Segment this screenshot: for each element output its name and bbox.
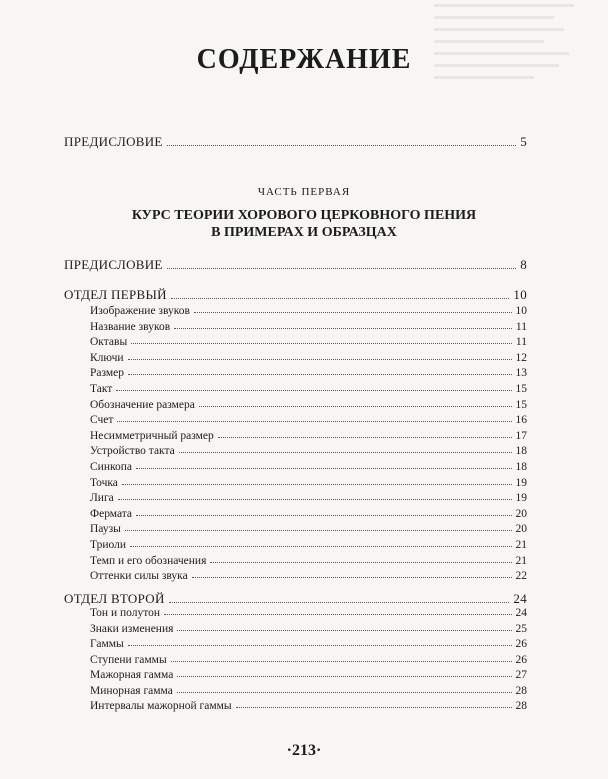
dot-leader — [236, 707, 512, 708]
toc-entry-label: Устройство такта — [90, 445, 175, 458]
page-title: СОДЕРЖАНИЕ — [196, 44, 412, 75]
toc-entry[interactable] — [90, 399, 527, 411]
toc-page-number: 22 — [515, 570, 527, 583]
toc-entry-label: Несимметричный размер — [90, 429, 214, 442]
toc-entry-label: Фермата — [90, 507, 133, 520]
toc-section-label: ОТДЕЛ ВТОРОЙ — [64, 591, 165, 606]
toc-entry-label: Октавы — [90, 336, 128, 349]
toc-entry-label: Название звуков — [90, 320, 171, 333]
toc-entry-label: Обозначение размера — [90, 398, 195, 411]
dot-leader — [171, 298, 510, 299]
toc-entry-label: Минорная гамма — [90, 684, 173, 697]
toc-page-number: 28 — [515, 684, 527, 697]
toc-entry[interactable] — [90, 638, 527, 650]
toc-entry[interactable] — [90, 508, 527, 520]
dot-leader — [167, 268, 517, 269]
part-label: ЧАСТЬ ПЕРВАЯ — [257, 186, 351, 198]
toc-entry[interactable] — [90, 321, 527, 333]
toc-entry-label: Интервалы мажорной гаммы — [90, 700, 232, 712]
toc-page-number: 15 — [515, 383, 527, 395]
part-title-line-1: КУРС ТЕОРИИ ХОРОВОГО ЦЕРКОВНОГО ПЕНИЯ — [131, 208, 477, 223]
dot-leader — [116, 390, 511, 391]
dot-leader — [128, 645, 512, 646]
dot-leader — [125, 530, 512, 531]
toc-page-number: 5 — [520, 134, 527, 149]
toc-entry[interactable] — [90, 669, 527, 681]
dot-leader — [131, 343, 512, 344]
dot-leader — [130, 546, 512, 547]
toc-entry-label: Паузы — [90, 523, 121, 536]
toc-entry[interactable] — [90, 305, 527, 317]
toc-page-number: 11 — [515, 336, 527, 349]
dot-leader — [194, 312, 512, 313]
toc-page-number: 18 — [515, 461, 527, 473]
dot-leader — [177, 676, 511, 677]
toc-page-number: 27 — [515, 669, 527, 681]
toc-entry[interactable] — [90, 700, 527, 712]
toc-entry[interactable] — [90, 523, 527, 535]
toc-entry-label: ПРЕДИСЛОВИЕ — [64, 257, 163, 272]
dot-leader — [192, 577, 512, 578]
toc-section-1[interactable] — [64, 287, 527, 303]
toc-page-number: 21 — [515, 554, 527, 567]
toc-page-number: 19 — [515, 476, 527, 489]
toc-page-number: 25 — [515, 622, 527, 635]
toc-entry[interactable] — [90, 336, 527, 348]
toc-entry[interactable] — [90, 461, 527, 473]
dot-leader — [118, 499, 512, 500]
dot-leader — [117, 421, 511, 422]
toc-entry[interactable] — [90, 477, 527, 489]
toc-entry[interactable] — [90, 383, 527, 395]
toc-entry[interactable] — [90, 607, 527, 619]
toc-page-number: 18 — [515, 445, 527, 458]
toc-page-number: 19 — [515, 492, 527, 505]
toc-entry[interactable] — [90, 430, 527, 442]
dot-leader — [179, 452, 512, 453]
toc-entry-label: Изображение звуков — [90, 305, 190, 317]
dot-leader — [128, 374, 511, 375]
toc-entry-label: Размер — [90, 367, 125, 380]
dot-leader — [136, 468, 512, 469]
toc-entry-label: Ступени гаммы — [90, 653, 167, 666]
toc-page-number: 20 — [515, 523, 527, 536]
toc-section-2[interactable] — [64, 591, 527, 607]
dot-leader — [164, 614, 512, 615]
toc-entry-label: ПРЕДИСЛОВИЕ — [64, 134, 163, 149]
toc-page-number: 26 — [515, 653, 527, 666]
toc-page-number: 8 — [520, 257, 527, 272]
toc-page-number: 11 — [515, 320, 527, 333]
dot-leader — [174, 328, 512, 329]
toc-page-number: 13 — [515, 367, 527, 380]
toc-page-number: 24 — [513, 591, 527, 606]
toc-page-number: 12 — [515, 351, 527, 364]
part-title — [0, 207, 608, 241]
toc-entry[interactable] — [90, 539, 527, 551]
toc-entry-label: Триоли — [90, 539, 126, 551]
dot-leader — [122, 484, 512, 485]
toc-entry[interactable] — [90, 570, 527, 582]
toc-page-number: 15 — [515, 398, 527, 411]
toc-page-number: 26 — [515, 638, 527, 650]
toc-entry[interactable] — [90, 654, 527, 666]
dot-leader — [177, 692, 512, 693]
toc-page-number: 10 — [513, 287, 527, 302]
toc-page-number: 16 — [515, 414, 527, 427]
toc-page-number: 10 — [515, 305, 527, 317]
toc-entry-label: Мажорная гамма — [90, 669, 174, 681]
toc-entry-label: Тон и полутон — [90, 607, 160, 619]
toc-entry[interactable] — [90, 492, 527, 504]
toc-entry-label: Ключи — [90, 351, 124, 364]
dot-leader — [167, 145, 517, 146]
toc-entry-preface[interactable] — [64, 257, 527, 273]
dot-leader — [169, 602, 510, 603]
toc-page-number: 28 — [515, 700, 527, 712]
dot-leader — [177, 630, 511, 631]
toc-entry-intro[interactable] — [64, 134, 527, 150]
dot-leader — [199, 406, 512, 407]
toc-entry-label: Гаммы — [90, 638, 124, 650]
toc-entry-label: Лига — [90, 492, 114, 505]
toc-entry-label: Такт — [90, 383, 113, 395]
toc-entry[interactable] — [90, 367, 527, 379]
dot-leader — [210, 562, 511, 563]
toc-entry-label: Знаки изменения — [90, 622, 174, 635]
toc-page-number: 20 — [515, 507, 527, 520]
part-title-line-2: В ПРИМЕРАХ И ОБРАЗЦАХ — [211, 225, 397, 240]
toc-entry-label: Темп и его обозначения — [90, 554, 207, 567]
toc-entry[interactable] — [90, 685, 527, 697]
toc-entry[interactable] — [90, 414, 527, 426]
toc-entry-label: Точка — [90, 476, 118, 489]
toc-entry[interactable] — [90, 623, 527, 635]
dot-leader — [171, 661, 512, 662]
toc-section-label: ОТДЕЛ ПЕРВЫЙ — [64, 287, 167, 302]
toc-entry[interactable] — [90, 352, 527, 364]
toc-entry-label: Синкопа — [90, 461, 132, 473]
page-number-footer: ·213· — [286, 742, 322, 759]
toc-page-number: 24 — [515, 607, 527, 619]
toc-entry[interactable] — [90, 445, 527, 457]
toc-page-number: 21 — [515, 539, 527, 551]
toc-entry-label: Оттенки силы звука — [90, 570, 188, 583]
toc-entry-label: Счет — [90, 414, 114, 427]
dot-leader — [128, 359, 512, 360]
toc-page-number: 17 — [515, 429, 527, 442]
dot-leader — [218, 437, 512, 438]
toc-entry[interactable] — [90, 555, 527, 567]
dot-leader — [136, 515, 511, 516]
